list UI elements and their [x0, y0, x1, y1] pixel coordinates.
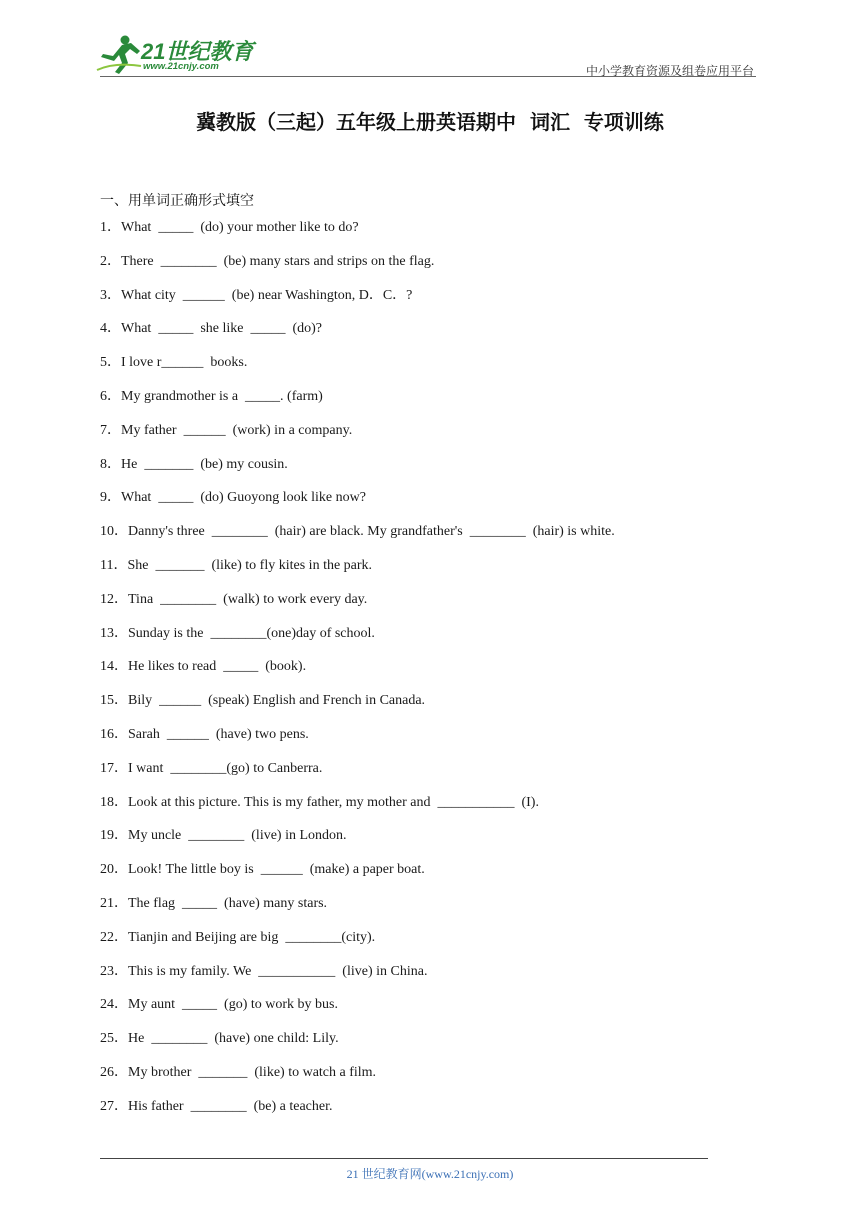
question-item: 9．What _____ (do) Guoyong look like now? — [100, 490, 366, 506]
logo-url-text: www.21cnjy.com — [143, 61, 219, 72]
question-item: 26．My brother _______ (like) to watch a film. — [100, 1064, 377, 1080]
footer-link[interactable]: 21 世纪教育网(www.21cnjy.com) — [346, 1167, 514, 1181]
question-item: 18．Look at this picture. This is my father, my mother and ___________ (I). — [100, 794, 539, 810]
question-item: 11．She _______ (like) to fly kites in the park. — [100, 557, 373, 573]
question-item: 19．My uncle ________ (live) in London. — [100, 828, 347, 844]
question-item: 21．The flag _____ (have) many stars. — [100, 895, 328, 911]
section-heading: 一、用单词正确形式填空 — [100, 193, 254, 209]
question-item: 17．I want ________(go) to Canberra. — [100, 760, 323, 776]
page-title: 冀教版（三起）五年级上册英语期中 词汇 专项训练 — [196, 110, 664, 134]
question-item: 5．I love r______ books. — [100, 355, 248, 371]
question-item: 25．He ________ (have) one child: Lily. — [100, 1031, 339, 1047]
question-item: 1．What _____ (do) your mother like to do? — [100, 220, 359, 235]
question-item: 12．Tina ________ (walk) to work every day. — [100, 591, 368, 607]
question-item: 7．My father ______ (work) in a company. — [100, 422, 353, 438]
question-item: 6．My grandmother is a _____. (farm) — [100, 388, 323, 404]
question-item: 4．What _____ she like _____ (do)? — [100, 321, 323, 337]
header-platform-text: 中小学教育资源及组卷应用平台 — [585, 64, 754, 78]
question-item: 10．Danny's three ________ (hair) are black. My grandfather's ________ (hair) is white. — [100, 524, 615, 540]
question-item: 23．This is my family. We ___________ (live) in China. — [100, 963, 428, 979]
question-item: 2．There ________ (be) many stars and strips on the flag. — [100, 253, 435, 269]
footer-divider — [100, 1158, 708, 1159]
question-item: 16．Sarah ______ (have) two pens. — [100, 726, 309, 742]
header-divider — [100, 76, 756, 77]
question-item: 3．What city ______ (be) near Washington, D．C．? — [100, 287, 413, 303]
question-list — [100, 219, 760, 1132]
site-logo[interactable] — [95, 34, 265, 76]
question-item: 20．Look! The little boy is ______ (make) a paper boat. — [100, 862, 425, 878]
runner-icon — [95, 34, 143, 74]
question-item: 13．Sunday is the ________(one)day of school. — [100, 625, 375, 641]
page-header — [0, 0, 860, 80]
question-item: 27．His father ________ (be) a teacher. — [100, 1098, 333, 1114]
question-item: 22．Tianjin and Beijing are big ________(city). — [100, 929, 376, 945]
question-item: 8．He _______ (be) my cousin. — [100, 456, 288, 472]
question-item: 15．Bily ______ (speak) English and French in Canada. — [100, 693, 426, 709]
logo-main-text: 21世纪教育 — [141, 39, 254, 64]
question-item: 24．My aunt _____ (go) to work by bus. — [100, 997, 338, 1013]
question-item: 14．He likes to read _____ (book). — [100, 659, 307, 675]
